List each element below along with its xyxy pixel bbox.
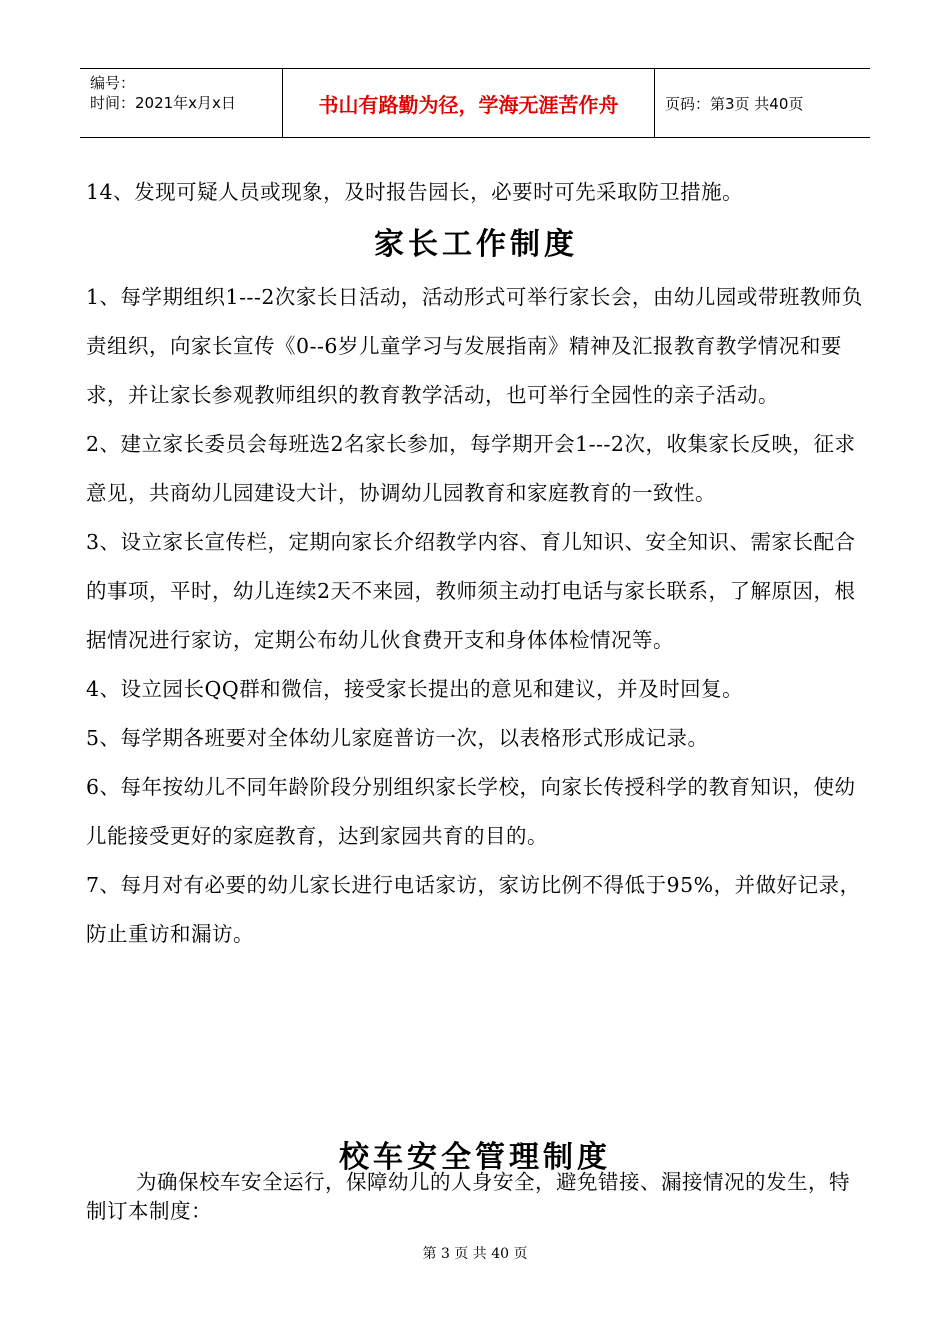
document-body: [86, 168, 866, 959]
list-item: 1、每学期组织1---2次家长日活动，活动形式可举行家长会，由幼儿园或带班教师负责组织，向家长宣传《0--6岁儿童学习与发展指南》精神及汇报教育教学情况和要求，并让家长参观教师组织的教育教学活动，也可举行全园性的亲子活动。: [86, 285, 863, 407]
header-motto: 书山有路勤为径，学海无涯苦作舟: [283, 69, 655, 137]
list-item: 6、每年按幼儿不同年龄阶段分别组织家长学校，向家长传授科学的教育知识，使幼儿能接受更好的家庭教育，达到家园共育的目的。: [86, 775, 856, 848]
section-title-school-bus: 校车安全管理制度: [339, 1140, 611, 1176]
list-item: 3、设立家长宣传栏，定期向家长介绍教学内容、育儿知识、安全知识、需家长配合的事项，平时，幼儿连续2天不来园，教师须主动打电话与家长联系，了解原因，根据情况进行家访，定期公布幼儿伙食费开支和身体体检情况等。: [86, 530, 856, 652]
pre-item: 14、发现可疑人员或现象，及时报告园长，必要时可先采取防卫措施。: [86, 180, 744, 204]
list-item: 2、建立家长委员会每班选2名家长参加，每学期开会1---2次，收集家长反映，征求意见，共商幼儿园建设大计，协调幼儿园教育和家庭教育的一致性。: [86, 432, 856, 505]
section-title-parent-work: 家长工作制度: [374, 227, 578, 262]
header-table: [80, 68, 870, 138]
header-meta: [80, 69, 283, 137]
number-label: 编号：: [90, 74, 136, 92]
time-label: 时间：2021年x月x日: [90, 94, 236, 112]
list-item: 4、设立园长QQ群和微信，接受家长提出的意见和建议，并及时回复。: [86, 677, 744, 701]
header-page-info: 页码：第3页 共40页: [665, 94, 804, 113]
section-intro: 为确保校车安全运行，保障幼儿的人身安全，避免错接、漏接情况的发生，特制订本制度：: [86, 1170, 850, 1223]
page-footer: 第 3 页 共 40 页: [422, 1246, 528, 1262]
list-item: 7、每月对有必要的幼儿家长进行电话家访，家访比例不得低于95%，并做好记录，防止重访和漏访。: [86, 873, 861, 946]
list-item: 5、每学期各班要对全体幼儿家庭普访一次，以表格形式形成记录。: [86, 726, 709, 750]
